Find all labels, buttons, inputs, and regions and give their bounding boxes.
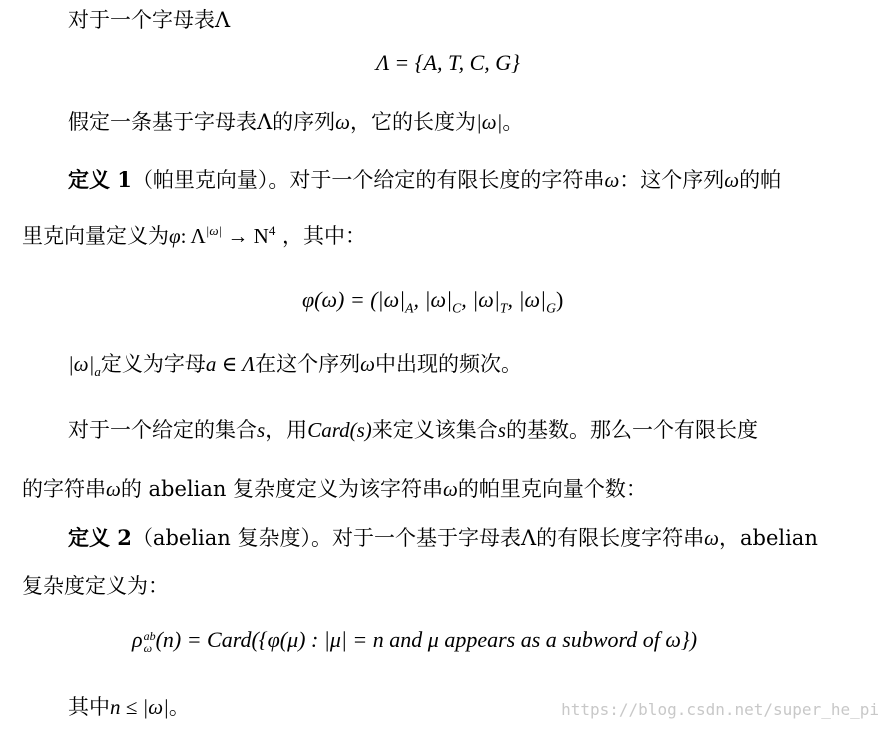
card-argument: (s) [349,418,372,442]
complexity-definition-line [22,572,169,600]
sequence-text-2: ，它的长度为 [350,110,476,134]
watermark-text: https://blog.csdn.net/super_he_pi [561,700,879,719]
parikh-vector-formula [302,285,563,315]
count-subscript: a [94,364,101,380]
omega-symbol: ω [704,526,719,550]
period: 。 [502,110,524,134]
definition-1-label: 定义 1 [68,167,132,192]
frequency-text-2: 在这个序列 [255,352,361,376]
abelian-intro-line [22,475,647,503]
frequency-line [68,350,522,378]
constraint-line [68,693,190,721]
set-symbol: s [497,418,506,442]
cardinality-text-4: 的基数。那么一个有限长度 [505,418,758,442]
intro-text: 对于一个字母表Λ [68,8,231,32]
formula-part: , |ω| [461,287,500,312]
parikh-map-text-2: ，其中： [275,224,367,248]
length-symbol: |ω| [476,110,503,134]
omega-symbol: ω [604,168,620,192]
constraint-text: 其中 [68,695,110,719]
cardinality-line [68,416,758,444]
map-exponent: |ω| [205,223,223,238]
card-function: Card [307,418,350,442]
omega-symbol: ω [360,352,375,376]
abelian-intro-text: 的字符串 [22,477,106,501]
subscript-a: A [405,300,414,316]
period: 。 [168,695,190,719]
rho-symbol: ρ [132,627,143,652]
formula-part: , |ω| [507,287,547,312]
definition-1-text-3: 的帕 [739,168,782,192]
alphabet-formula [376,48,520,78]
intro-line [68,6,230,34]
definition-2-text: （abelian 复杂度）。对于一个基于字母表Λ的有限长度字符串 [131,526,705,550]
subscript-t: T [499,300,508,316]
formula-part: , |ω| [413,287,453,312]
subscript-c: C [452,300,462,316]
formula-close: ) [555,287,564,312]
definition-1-line [68,166,781,194]
map-codomain: → N [222,224,269,248]
frequency-text: 定义为字母 [100,352,206,376]
parikh-map-line [22,222,366,250]
count-symbol: |ω| [68,352,95,376]
parikh-map-text: 里克向量定义为 [22,224,169,248]
set-symbol: s [257,418,266,442]
definition-1-text-2: ：这个序列 [619,168,725,192]
abelian-intro-text-3: 的帕里克向量个数： [457,477,647,501]
constraint-symbol: n ≤ |ω| [110,695,169,719]
complexity-definition-text: 复杂度定义为： [22,574,169,598]
formula-part: φ(ω) = (|ω| [302,287,406,312]
rho-superscript: ab [143,628,156,643]
frequency-text-3: 中出现的频次。 [374,352,522,376]
sequence-line [68,108,523,136]
abelian-complexity-formula [132,625,697,655]
map-domain: : Λ [180,224,206,248]
definition-2-label: 定义 2 [68,525,132,550]
phi-symbol: φ [169,224,181,248]
omega-symbol: ω [106,477,121,501]
omega-symbol: ω [335,110,350,134]
sequence-text: 假定一条基于字母表Λ的序列 [68,110,336,134]
cardinality-text-3: 来定义该集合 [371,418,498,442]
membership-symbol: a ∈ Λ [205,352,256,376]
abelian-formula-body: (n) = Card({φ(μ) : |μ| = n and μ appears as a subword of ω}) [155,627,698,652]
abelian-intro-text-2: 的 abelian 复杂度定义为该字符串 [120,477,444,501]
definition-2-text-2: ，abelian [718,526,818,550]
definition-2-line [68,524,818,552]
rho-subscript: ω [143,640,153,655]
omega-symbol: ω [443,477,458,501]
subscript-g: G [546,300,556,316]
rho-scripts [144,630,156,654]
definition-1-text: （帕里克向量）。对于一个给定的有限长度的字符串 [131,168,605,192]
cardinality-text: 对于一个给定的集合 [68,418,257,442]
cardinality-text-2: ，用 [265,418,308,442]
codomain-exponent: 4 [268,223,276,238]
alphabet-formula-text: Λ = {A, T, C, G} [376,50,520,75]
omega-symbol: ω [724,168,740,192]
